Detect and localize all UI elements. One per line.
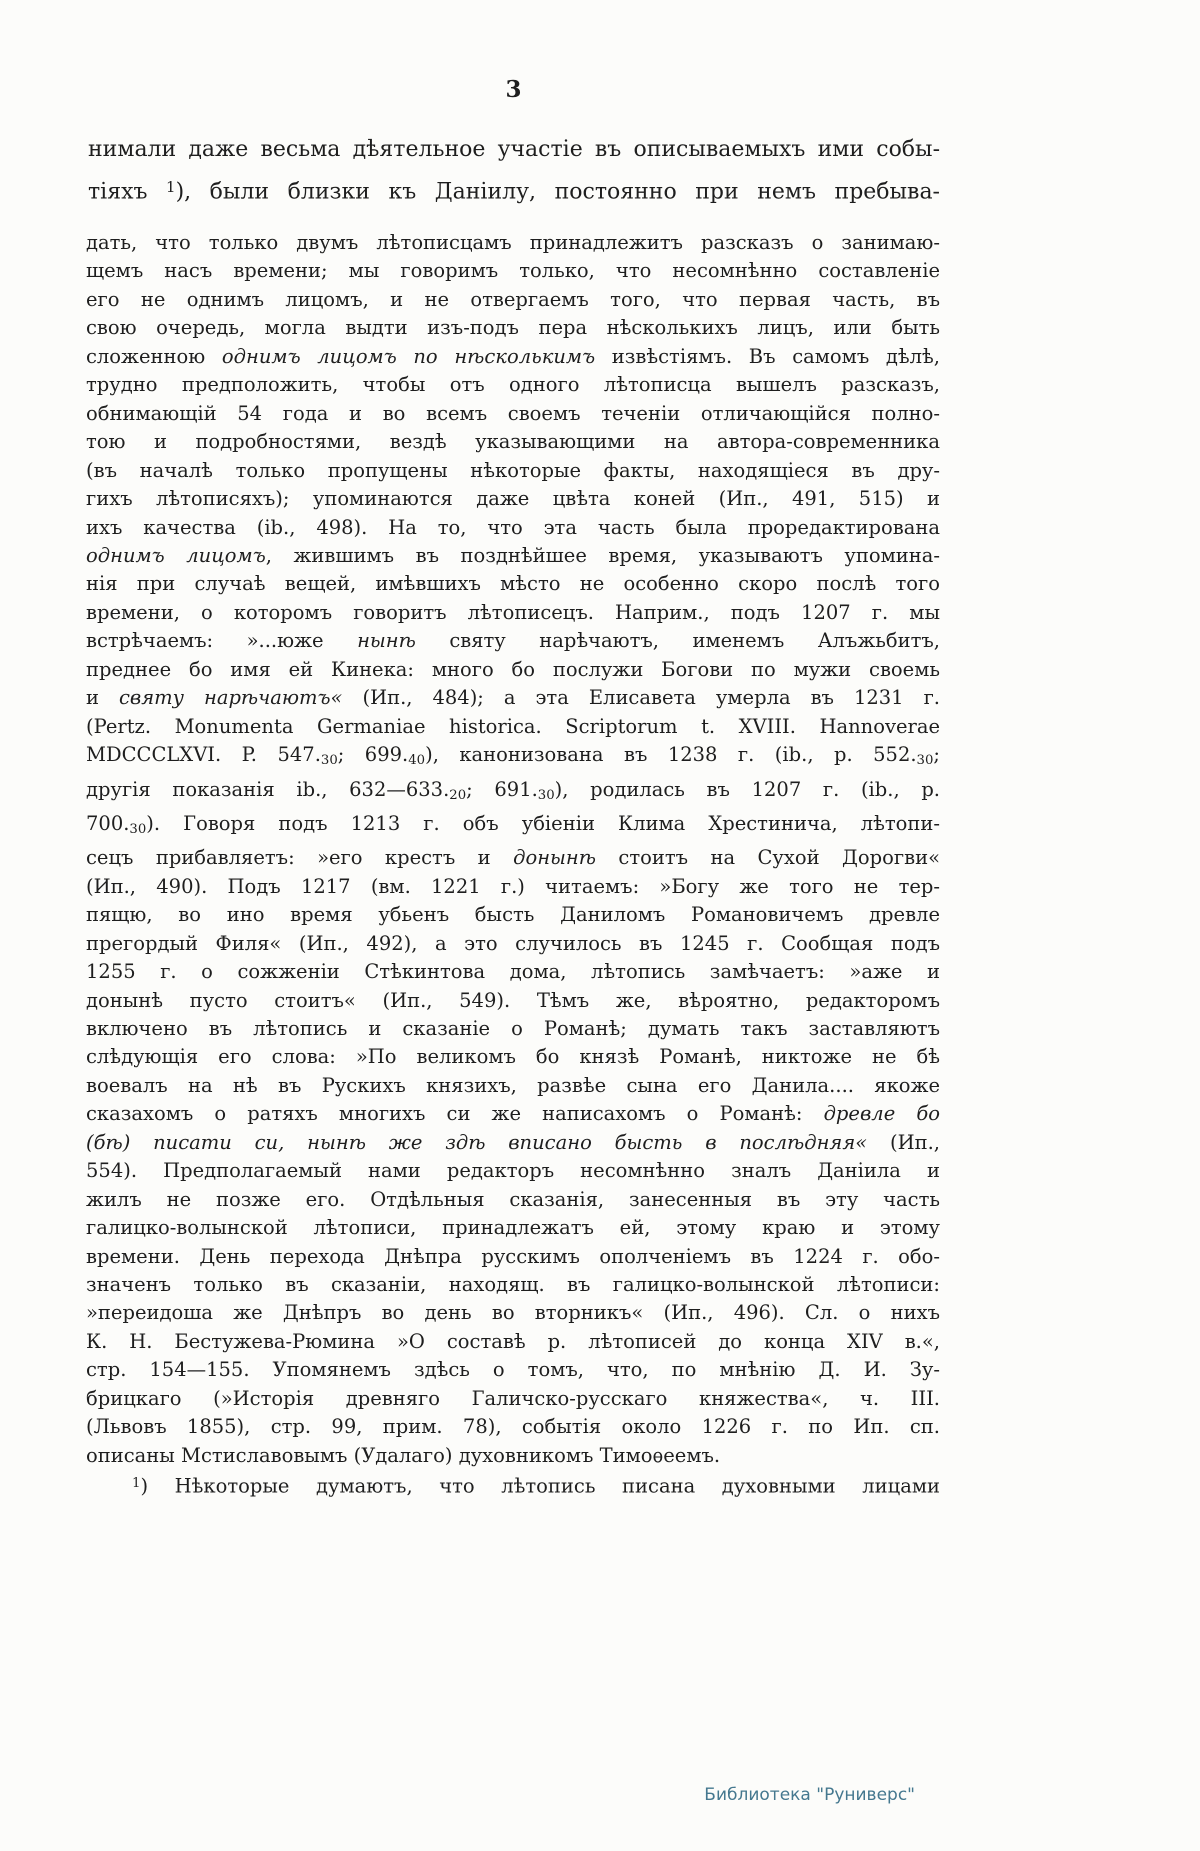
- text-segment: ), родилась въ 1207 г. (ib., р.: [554, 777, 940, 801]
- text-segment: и: [86, 686, 119, 710]
- text-line: [86, 713, 940, 741]
- text-segment: ), канонизована въ 1238 г. (ib., p. 552.: [425, 743, 917, 767]
- text-line: [86, 776, 940, 810]
- text-line: [86, 810, 940, 844]
- text-segment: 700.: [86, 811, 130, 835]
- text-segment: прегордый Филя« (Ип., 492), а это случилось въ 1245 г. Сообщая подъ: [86, 931, 940, 955]
- text-line: [86, 286, 940, 314]
- text-line: [86, 987, 940, 1015]
- text-segment: (въ началѣ только пропущены нѣкоторые факты, находящіеся въ дру-: [86, 458, 940, 482]
- text-line: [86, 656, 940, 684]
- text-segment: обнимающій 54 года и во всемъ своемъ теченіи отличающійся полно-: [86, 401, 940, 425]
- text-segment: воевалъ на нѣ въ Рускихъ князихъ, развѣе сына его Данила.... якоже: [86, 1073, 940, 1097]
- text-segment: 30: [129, 821, 147, 837]
- text-segment: нія при случаѣ вещей, имѣвшихъ мѣсто не особенно скоро послѣ того: [86, 572, 940, 596]
- text-segment: 20: [449, 787, 467, 803]
- text-segment: ) Нѣкоторые думаютъ, что лѣтопись писана духовными лицами: [140, 1474, 940, 1498]
- text-line: [86, 627, 940, 655]
- text-segment: (Ип.,: [867, 1130, 940, 1154]
- text-line: [86, 1442, 940, 1470]
- text-line: [86, 400, 940, 428]
- text-segment: 1: [132, 1476, 141, 1492]
- text-segment: включено въ лѣтопись и сказаніе о Романѣ; думать такъ заставляютъ: [86, 1016, 940, 1040]
- text-line: [86, 257, 940, 285]
- text-line: [86, 1243, 940, 1271]
- text-segment: жилъ не позже его. Отдѣльныя сказанія, занесенныя въ эту часть: [86, 1187, 940, 1211]
- text-segment: пящю, во ино время убьенъ бысть Даниломъ Романовичемъ древле: [86, 903, 940, 927]
- text-line: [86, 1413, 940, 1441]
- text-segment: MDCCCLXVI. P. 547.: [86, 743, 321, 767]
- text-segment: щемъ насъ времени; мы говоримъ только, что несомнѣнно составленіе: [86, 259, 940, 283]
- text-line: [86, 514, 940, 542]
- text-line: [86, 1072, 940, 1100]
- text-segment: встрѣчаемъ: »...юже: [86, 629, 358, 653]
- text-segment: другія показанія ib., 632—633.: [86, 777, 450, 801]
- page-number: 3: [505, 76, 523, 103]
- text-segment: 30: [320, 753, 338, 769]
- text-line: [86, 1129, 940, 1157]
- text-line: [86, 314, 940, 342]
- text-segment: дать, что только двумъ лѣтописцамъ принадлежитъ разсказъ о занимаю-: [86, 231, 940, 254]
- text-segment: святу нарѣчаютъ«: [119, 686, 343, 710]
- text-line: [86, 1271, 940, 1299]
- text-line: [86, 901, 940, 929]
- text-segment: стоитъ на Сухой Дорогви«: [595, 846, 940, 870]
- text-segment: сложенною: [86, 344, 222, 368]
- text-segment: 1255 г. о сожженіи Стѣкинтова дома, лѣтопись замѣчаетъ: »аже и: [86, 960, 940, 984]
- footnote-text: [86, 229, 940, 1501]
- text-segment: однимъ лицомъ: [86, 543, 266, 567]
- text-line: [86, 1299, 940, 1327]
- text-segment: сказахомъ о ратяхъ многихъ си же написахомъ о Романѣ:: [86, 1102, 824, 1126]
- text-segment: древле бо: [823, 1102, 940, 1126]
- text-line: [86, 1356, 940, 1384]
- text-segment: святу нарѣчаютъ, именемъ Алъжьбитъ,: [415, 629, 940, 653]
- text-segment: ;: [933, 743, 940, 767]
- text-segment: (Львовъ 1855), стр. 99, прим. 78), событія около 1226 г. по Ип. сп.: [86, 1415, 940, 1439]
- text-segment: однимъ лицомъ по нѣсколькимъ: [221, 344, 596, 368]
- text-line: [86, 428, 940, 456]
- text-segment: 40: [408, 753, 426, 769]
- body-text: [88, 131, 940, 210]
- text-segment: слѣдующія его слова: »По великомъ бо князѣ Романѣ, никтоже не бѣ: [86, 1045, 940, 1069]
- text-line: [86, 1100, 940, 1128]
- text-segment: донынѣ пусто стоитъ« (Ип., 549). Тѣмъ же, вѣроятно, редакторомъ: [86, 988, 940, 1012]
- text-segment: ; 699.: [337, 743, 409, 767]
- text-line: [86, 457, 940, 485]
- text-segment: »переидоша же Днѣпръ во день во вторникъ« (Ип., 496). Сл. о нихъ: [86, 1301, 940, 1325]
- text-segment: ихъ качества (ib., 498). На то, что эта часть была проредактирована: [86, 515, 940, 539]
- text-segment: значенъ только въ сказаніи, находящ. въ галицко-волынской лѣтописи:: [86, 1273, 940, 1297]
- text-line: [86, 930, 940, 958]
- text-line: [88, 131, 940, 169]
- text-segment: К. Н. Бестужева-Рюмина »О составѣ р. лѣтописей до конца XIV в.«,: [86, 1329, 940, 1353]
- text-segment: донынѣ: [513, 846, 596, 870]
- text-segment: , жившимъ въ позднѣйшее время, указываютъ упомина-: [265, 543, 940, 567]
- text-line: [86, 343, 940, 371]
- text-segment: тіяхъ: [88, 178, 167, 204]
- text-segment: нынѣ: [357, 629, 416, 653]
- text-line: [86, 684, 940, 712]
- text-line: [86, 229, 940, 257]
- text-segment: преднее бо имя ей Кинека: много бо послужи Богови по мужи своемь: [86, 657, 940, 681]
- text-segment: извѣстіямъ. Въ самомъ дѣлѣ,: [595, 344, 940, 368]
- text-segment: ; 691.: [466, 777, 538, 801]
- text-line: [86, 1385, 940, 1413]
- text-segment: трудно предположить, чтобы отъ одного лѣтописца вышелъ разсказъ,: [86, 373, 940, 397]
- text-segment: брицкаго (»Исторія древняго Галичско-русскаго княжества«, ч. III.: [86, 1386, 940, 1410]
- text-segment: свою очередь, могла выдти изъ-подъ пера нѣсколькихъ лицъ, или быть: [86, 316, 940, 340]
- text-segment: времени, о которомъ говоритъ лѣтописецъ. Наприм., подъ 1207 г. мы: [86, 600, 940, 624]
- text-segment: (бѣ) писати си, нынѣ же здѣ вписано бысть в послѣдняя«: [86, 1130, 868, 1154]
- text-line: [86, 958, 940, 986]
- text-line: [88, 169, 940, 211]
- text-line: [86, 844, 940, 872]
- text-segment: стр. 154—155. Упомянемъ здѣсь о томъ, что, по мнѣнію Д. И. Зу-: [86, 1358, 940, 1382]
- text-segment: галицко-волынской лѣтописи, принадлежатъ ей, этому краю и этому: [86, 1216, 940, 1240]
- text-line: [86, 1214, 940, 1242]
- text-line: [86, 371, 940, 399]
- watermark: Библиотека "Руниверс": [704, 1785, 915, 1805]
- text-segment: (Ип., 484); а эта Елисавета умерла въ 1231 г.: [342, 686, 940, 710]
- text-line: [86, 741, 940, 775]
- text-line: [86, 1328, 940, 1356]
- text-line: [86, 570, 940, 598]
- text-segment: описаны Мстиславовымъ (Удалаго) духовникомъ Тимоѳеемъ.: [86, 1443, 721, 1467]
- text-line: [86, 1470, 940, 1501]
- text-line: [86, 485, 940, 513]
- text-line: [86, 599, 940, 627]
- text-segment: ). Говоря подъ 1213 г. объ убіеніи Клима Хрестинича, лѣтопи-: [146, 811, 940, 835]
- text-segment: (Ип., 490). Подъ 1217 (вм. 1221 г.) читаемъ: »Богу же того не тер-: [86, 874, 940, 898]
- text-segment: нимали даже весьма дѣятельное участіе въ описываемыхъ ими собы-: [88, 137, 940, 162]
- text-segment: гихъ лѣтописяхъ); упоминаются даже цвѣта коней (Ип., 491, 515) и: [86, 487, 940, 511]
- text-segment: 30: [537, 787, 555, 803]
- text-line: [86, 1186, 940, 1214]
- text-segment: (Pertz. Monumenta Germaniae historica. Scriptorum t. XVIII. Hannoverae: [86, 714, 940, 738]
- text-segment: 30: [916, 753, 934, 769]
- text-line: [86, 1157, 940, 1185]
- text-segment: 1: [166, 177, 176, 196]
- text-line: [86, 1015, 940, 1043]
- text-segment: 554). Предполагаемый нами редакторъ несомнѣнно зналъ Даніила и: [86, 1159, 940, 1183]
- text-segment: его не однимъ лицомъ, и не отвергаемъ того, что первая часть, въ: [86, 287, 940, 311]
- text-line: [86, 1043, 940, 1071]
- text-line: [86, 542, 940, 570]
- text-line: [86, 873, 940, 901]
- text-segment: ), были близки къ Даніилу, постоянно при немъ пребыва-: [175, 178, 940, 204]
- text-segment: времени. День перехода Днѣпра русскимъ ополченіемъ въ 1224 г. обо-: [86, 1244, 940, 1268]
- text-segment: сецъ прибавляетъ: »его крестъ и: [86, 846, 514, 870]
- text-segment: тою и подробностями, вездѣ указывающими на автора-современника: [86, 430, 940, 454]
